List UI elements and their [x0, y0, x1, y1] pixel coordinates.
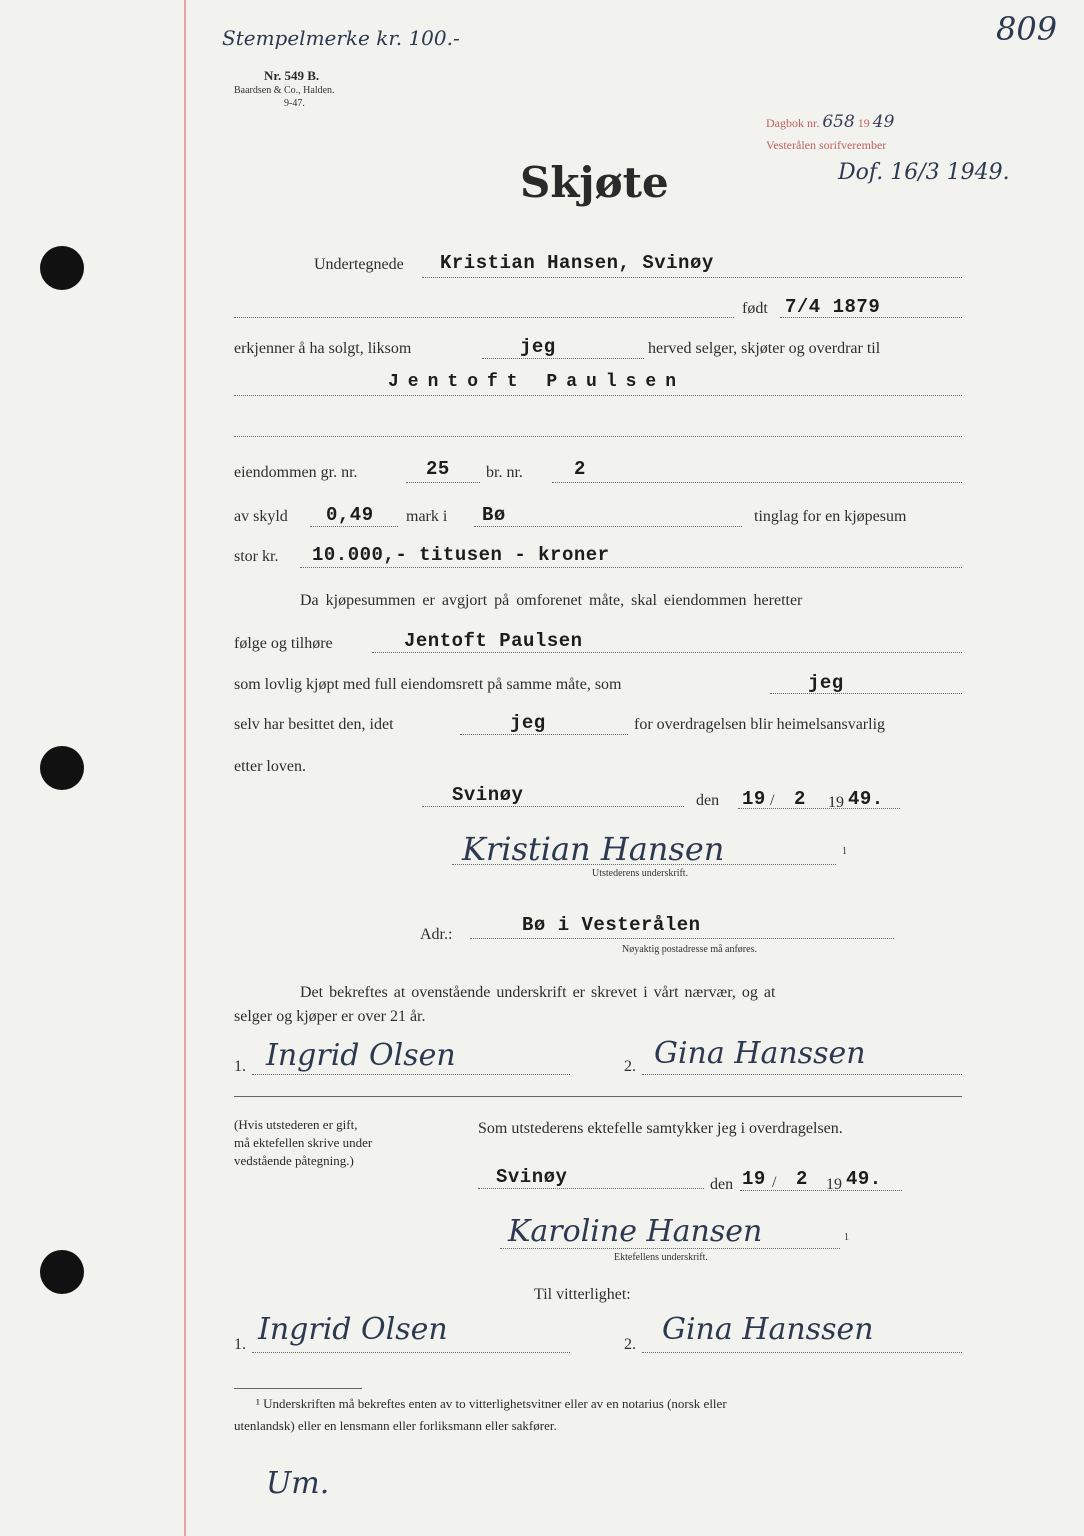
- fill-line: [460, 734, 628, 735]
- witness-1-signature: Ingrid Olsen: [266, 1038, 456, 1073]
- vitterlighet-label: Til vitterlighet:: [534, 1286, 631, 1303]
- mark-label: mark i: [406, 508, 448, 525]
- tinglag-label: tinglag for en kjøpesum: [754, 508, 907, 525]
- fill-line: [470, 938, 894, 939]
- witness-text-2: selger og kjøper er over 21 år.: [234, 1008, 426, 1025]
- seller-name: Kristian Hansen, Svinøy: [440, 252, 714, 274]
- signature-line: [252, 1074, 570, 1075]
- overdragelsen-label: for overdragelsen blir heimelsansvarlig: [634, 716, 886, 733]
- pronoun-jeg: jeg: [520, 336, 556, 358]
- fill-line: [372, 652, 962, 653]
- signing-year: 49.: [848, 788, 884, 810]
- court-stamp: Vesterålen sorifverember: [766, 138, 887, 152]
- paragraph-line: Da kjøpesummen er avgjort på omforenet måte, skal eiendommen heretter: [300, 592, 803, 609]
- pronoun-jeg-3: jeg: [510, 712, 546, 734]
- spouse-day: 19: [742, 1168, 766, 1190]
- witness-2-signature-b: Gina Hanssen: [662, 1312, 874, 1347]
- spouse-month: 2: [796, 1168, 808, 1190]
- dagbok-stamp: Dagbok nr. 658 19 49: [766, 112, 895, 132]
- den-label: den: [710, 1176, 734, 1193]
- seller-signature: Kristian Hansen: [462, 830, 725, 868]
- fill-line: [552, 482, 962, 483]
- witness-text-1: Det bekreftes at ovenstående underskrift er skrevet i vårt nærvær, og at: [300, 984, 776, 1001]
- skyld-label: av skyld: [234, 508, 288, 525]
- signature-caption: Ektefellens underskrift.: [614, 1252, 708, 1263]
- stamp-fee-note: Stempelmerke kr. 100.-: [222, 26, 460, 50]
- section-divider: [234, 1096, 962, 1097]
- spouse-signing-place: Svinøy: [496, 1166, 568, 1188]
- signature-line: [452, 864, 836, 865]
- initials: Um.: [266, 1466, 330, 1501]
- printer-name: Baardsen & Co., Halden.: [234, 85, 335, 96]
- signature-caption: Utstederens underskrift.: [592, 868, 689, 879]
- selv-label: selv har besittet den, idet: [234, 716, 394, 733]
- br-nr-value: 2: [574, 458, 586, 480]
- print-date: 9-47.: [284, 98, 305, 109]
- fill-line: [422, 806, 684, 807]
- stor-kr-label: stor kr.: [234, 548, 279, 565]
- witness-number-1: 1.: [234, 1336, 246, 1353]
- signing-day: 19: [742, 788, 766, 810]
- address-value: Bø i Vesterålen: [522, 914, 701, 936]
- folge-label: følge og tilhøre: [234, 635, 333, 652]
- document-title: Skjøte: [520, 158, 669, 207]
- signing-month: 2: [794, 788, 806, 810]
- punch-hole: [40, 246, 84, 290]
- spouse-note: (Hvis utstederen er gift, må ektefellen skrive under vedstående påtegning.): [234, 1117, 373, 1168]
- buyer-name-2: Jentoft Paulsen: [404, 630, 583, 652]
- spouse-year: 49.: [846, 1168, 882, 1190]
- erkjenner-label: erkjenner å ha solgt, liksom: [234, 340, 412, 357]
- signature-line: [642, 1352, 962, 1353]
- undertegnede-label: Undertegnede: [314, 256, 404, 273]
- date-slash: /: [770, 792, 775, 809]
- fill-line: [406, 482, 480, 483]
- punch-hole: [40, 746, 84, 790]
- footnote-line-1: ¹ Underskriften må bekreftes enten av to vitterlighetsvitner eller av en notarius (norsk eller: [256, 1396, 727, 1411]
- witness-2-signature: Gina Hanssen: [654, 1036, 866, 1071]
- witness-1-signature-b: Ingrid Olsen: [258, 1312, 448, 1347]
- year-prefix: 19: [826, 1176, 842, 1193]
- herved-label: herved selger, skjøter og overdrar til: [648, 340, 881, 357]
- signing-place: Svinøy: [452, 784, 524, 806]
- gr-nr-label: eiendommen gr. nr.: [234, 464, 358, 481]
- form-number: Nr. 549 B.: [264, 68, 320, 83]
- signature-line: [642, 1074, 962, 1075]
- fill-line: [738, 808, 900, 809]
- amount-value: 10.000,- titusen - kroner: [312, 544, 610, 566]
- witness-number-1: 1.: [234, 1058, 246, 1075]
- den-label: den: [696, 792, 720, 809]
- footnote-mark: 1: [844, 1232, 849, 1243]
- witness-number-2: 2.: [624, 1058, 636, 1075]
- fodt-label: født: [742, 300, 768, 317]
- year-prefix: 19: [828, 794, 844, 811]
- footnote-mark: 1: [842, 846, 847, 857]
- gr-nr-value: 25: [426, 458, 450, 480]
- skyld-value: 0,49: [326, 504, 374, 526]
- fill-line: [770, 693, 962, 694]
- fill-line: [422, 277, 962, 278]
- signature-line: [500, 1248, 840, 1249]
- punch-hole: [40, 1250, 84, 1294]
- footnote-line-2: utenlandsk) eller en lensmann eller forliksmann eller sakfører.: [234, 1418, 557, 1433]
- margin-rule: [184, 0, 186, 1536]
- fill-line: [234, 395, 962, 396]
- place-value: Bø: [482, 504, 506, 526]
- spouse-consent: Som utstederens ektefelle samtykker jeg i overdragelsen.: [478, 1120, 843, 1137]
- fill-line: [234, 436, 962, 437]
- footnote-rule: [234, 1388, 362, 1389]
- address-caption: Nøyaktig postadresse må anføres.: [622, 944, 757, 955]
- fill-line: [780, 317, 962, 318]
- buyer-name: Jentoft Paulsen: [388, 372, 686, 392]
- fill-line: [740, 1190, 902, 1191]
- fill-line: [482, 358, 644, 359]
- fill-line: [478, 1188, 704, 1189]
- fill-line: [234, 317, 734, 318]
- witness-number-2: 2.: [624, 1336, 636, 1353]
- signature-line: [252, 1352, 570, 1353]
- br-nr-label: br. nr.: [486, 464, 523, 481]
- fill-line: [474, 526, 742, 527]
- spouse-signature: Karoline Hansen: [508, 1214, 763, 1249]
- fill-line: [300, 567, 962, 568]
- etter-loven: etter loven.: [234, 758, 306, 775]
- fill-line: [310, 526, 398, 527]
- lovlig-label: som lovlig kjøpt med full eiendomsrett på samme måte, som: [234, 676, 622, 693]
- page-number: 809: [996, 10, 1058, 48]
- pronoun-jeg-2: jeg: [808, 672, 844, 694]
- registration-date: Dof. 16/3 1949.: [838, 160, 1010, 185]
- address-label: Adr.:: [420, 926, 453, 943]
- date-slash: /: [772, 1174, 777, 1191]
- birth-date: 7/4 1879: [785, 296, 881, 318]
